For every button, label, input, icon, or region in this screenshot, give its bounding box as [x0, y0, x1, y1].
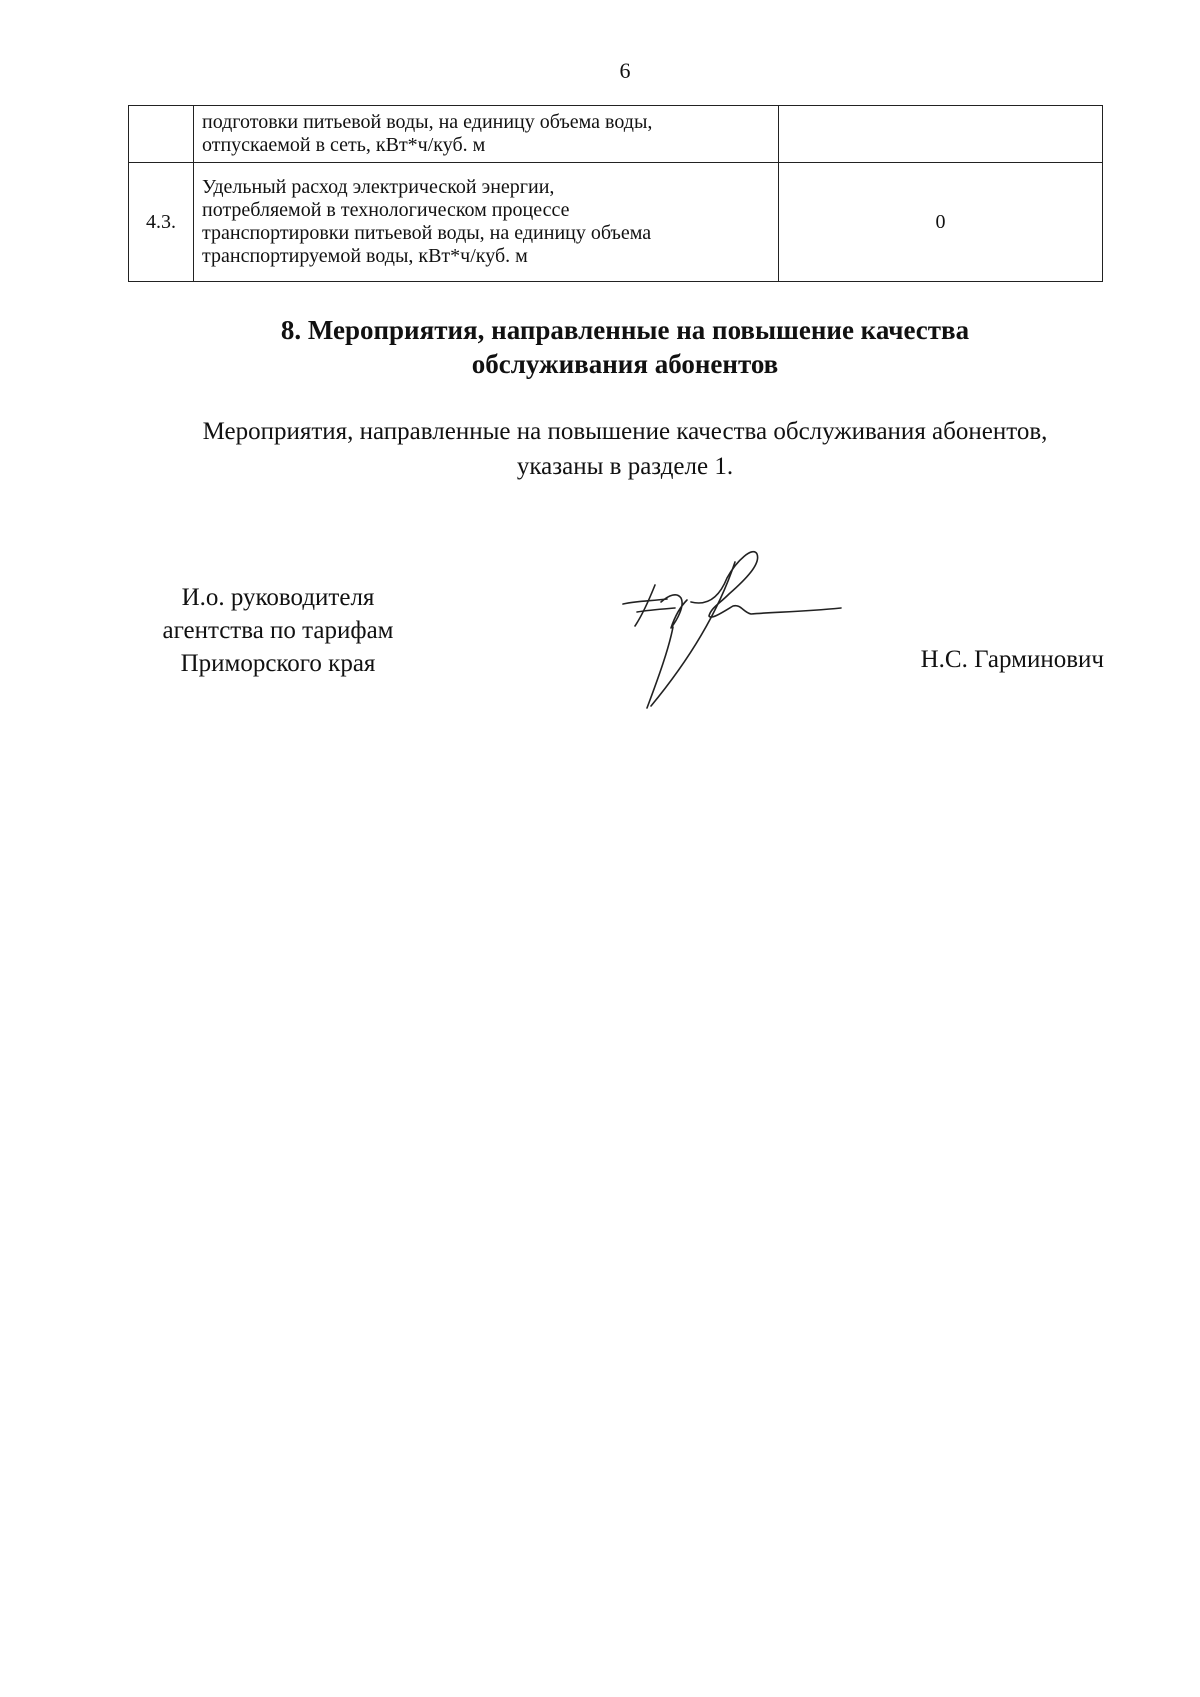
handwritten-signature [615, 548, 855, 723]
description-line: подготовки питьевой воды, на единицу объема воды, [202, 111, 653, 133]
row-value-cell: 0 [779, 163, 1103, 282]
description-line: транспортировки питьевой воды, на единицу объема [202, 222, 652, 244]
signatory-name: Н.С. Гарминович [920, 646, 1104, 673]
section-body [0, 414, 1200, 484]
description-line: потребляемой в технологическом процессе [202, 199, 570, 221]
description-line: транспортируемой воды, кВт*ч/куб. м [202, 245, 528, 267]
row-number-cell: 4.3. [129, 163, 194, 282]
signatory-position-line: агентства по тарифам [162, 617, 394, 644]
row-description-cell [194, 106, 779, 163]
row-number-cell [129, 106, 194, 163]
description-line: Удельный расход электрической энергии, [202, 176, 555, 198]
signatory-position [128, 581, 428, 680]
signatory-position-line: Приморского края [180, 650, 376, 677]
section-body-line: Мероприятия, направленные на повышение качества обслуживания абонентов, [202, 418, 1048, 445]
table-row [129, 163, 1103, 282]
page-number: 6 [619, 58, 631, 83]
section-body-line: указаны в разделе 1. [516, 453, 734, 480]
row-value-cell [779, 106, 1103, 163]
indicator-table [128, 105, 1103, 282]
table-row [129, 106, 1103, 163]
row-description-cell [194, 163, 779, 282]
section-title-line: обслуживания абонентов [471, 349, 779, 379]
description-line: отпускаемой в сеть, кВт*ч/куб. м [202, 134, 486, 156]
section-title-line: 8. Мероприятия, направленные на повышение качества [280, 315, 970, 345]
signatory-position-line: И.о. руководителя [181, 584, 375, 611]
section-title [0, 313, 1200, 381]
